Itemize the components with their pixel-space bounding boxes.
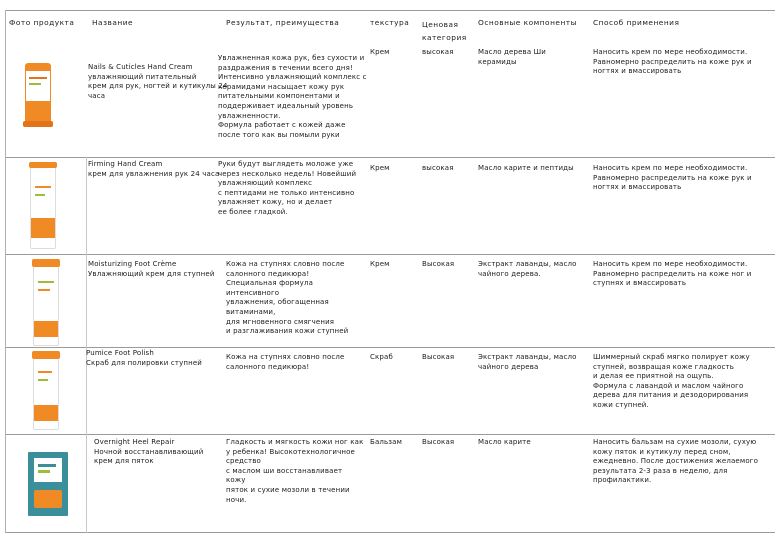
product-name: Moisturizing Foot Crème Увлажняющий крем для ступней (88, 260, 215, 278)
product-price: высокая (422, 164, 454, 172)
product-result: Кожа на ступнях словно после салонного педикюра! Специальная формула интенсивного увлажнения, обогащенная витаминами, для мгновенного смягчения и разглаживания кожи ступней (226, 260, 349, 336)
product-name: Pumice Foot Polish Скраб для полировки ступней (86, 349, 203, 367)
product-components: Экстракт лаванды, масло чайного дерева (478, 353, 577, 371)
table-bottom-border (5, 532, 775, 533)
product-name: Firming Hand Cream крем для увлажнения рук 24 часа (88, 160, 220, 178)
product-photo-firming-hand-cream-tube (30, 163, 54, 247)
column-divider (86, 157, 87, 533)
row-divider (5, 434, 775, 435)
product-usage: Наносить крем по мере необходимости. Равномерно распределить на коже рук и ногтях и вмассировать (593, 48, 752, 76)
product-photo-pumice-foot-polish-tube (33, 352, 57, 428)
product-price: высокая (422, 48, 454, 56)
product-usage: Наносить крем по мере необходимости. Равномерно распределить на коже ног и ступнях и вмассировать (593, 260, 752, 288)
product-price: Высокая (422, 260, 455, 268)
header-name: Название (92, 18, 134, 27)
product-texture: Бальзам (370, 438, 403, 446)
product-price: Высокая (422, 353, 455, 361)
product-components: Масло карите и пептиды (478, 164, 574, 172)
product-result: Увлажненная кожа рук, без сухости и раздражения в течении всего дня! Интенсивно увлажняющий комплекс с керамидами насыщает кожу рук питательными компонентами и поддерживает идеальный уровень увлажненности. Формула работает с кожей даже после того как вы помыли руки (218, 54, 367, 139)
product-texture: Скраб (370, 353, 393, 361)
product-usage: Наносить крем по мере необходимости. Равномерно распределить на коже рук и ногтях и вмассировать (593, 164, 752, 192)
product-name: Overnight Heel Repair Ночной восстанавливающий крем для пяток (94, 438, 204, 466)
row-divider (5, 157, 775, 158)
product-components: Экстракт лаванды, масло чайного дерева. (478, 260, 577, 278)
product-texture: Крем (370, 48, 390, 56)
table-left-border (5, 10, 6, 533)
header-photo: Фото продукта (9, 18, 75, 27)
header-usage: Способ применения (593, 18, 680, 27)
product-price: Высокая (422, 438, 455, 446)
product-usage: Шиммерный скраб мягко полирует кожу ступней, возвращая коже гладкость и делая ее приятной на ощупь. Формула с лавандой и маслом чайного дерева для питания и дезодорирования кожи ступней. (593, 353, 750, 409)
product-components: Масло дерева Ши керамиды (478, 48, 546, 66)
product-usage: Наносить бальзам на сухие мозоли, сухую кожу пяток и кутикулу перед сном, ежедневно. После достижения желаемого результата 2-3 раза в неделю, для профилактики. (593, 438, 759, 485)
header-components: Основные компоненты (478, 18, 577, 27)
product-photo-nails-cuticles-tube (25, 63, 51, 125)
product-name: Nails & Cuticles Hand Cream увлажняющий питательный крем для рук, ногтей и кутикулы 24 часа (88, 63, 228, 100)
header-texture: текстура (370, 18, 410, 27)
header-result: Результат, преимущества (226, 18, 340, 27)
product-texture: Крем (370, 260, 390, 268)
product-photo-moisturizing-foot-creme-tube (33, 260, 57, 344)
row-divider (5, 347, 775, 348)
product-components: Масло карите (478, 438, 531, 446)
row-divider (5, 254, 775, 255)
table-top-border (5, 10, 775, 11)
product-result: Гладкость и мягкость кожи ног как у ребенка! Высокотехнологичное средство с маслом ши восстанавливает кожу пяток и сухие мозоли в течении ночи. (226, 438, 364, 504)
product-result: Кожа на ступнях словно после салонного педикюра! (226, 353, 345, 371)
product-result: Руки будут выглядеть моложе уже через несколько недель! Новейший увлажняющий комплекс с пептидами не только интенсивно увлажняет кожу, но и делает ее более гладкой. (218, 160, 357, 216)
product-photo-overnight-heel-repair-box (28, 452, 68, 516)
product-texture: Крем (370, 164, 390, 172)
header-price: Ценовая категория (422, 20, 467, 42)
